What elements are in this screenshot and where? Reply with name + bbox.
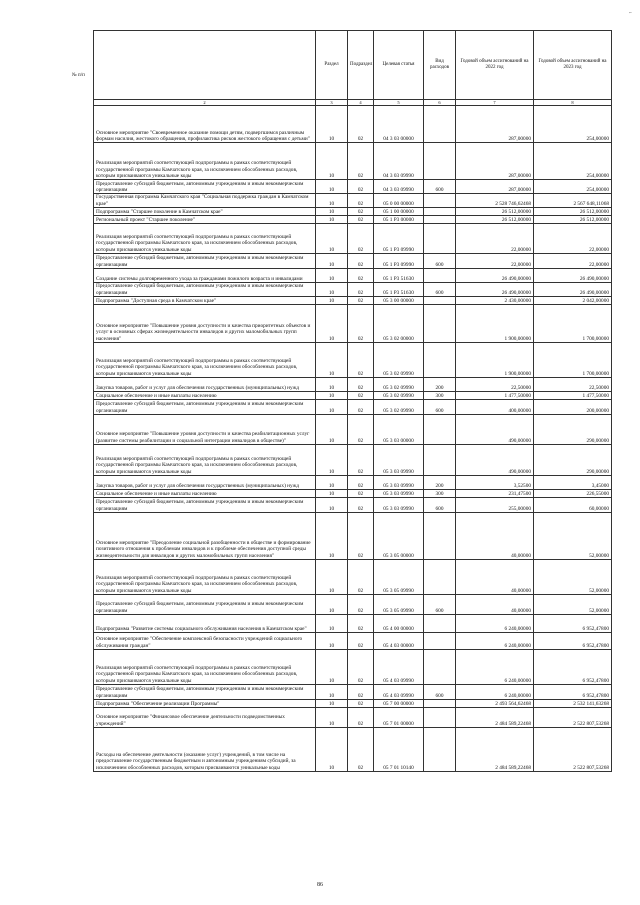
row-cs: 05 4 00 00000 xyxy=(374,615,424,633)
row-y2022: 287,00000 xyxy=(456,106,534,143)
row-name: Создание системы долговременного ухода за гражданами пожилого возраста и инвалидами xyxy=(94,269,316,283)
table-row xyxy=(94,392,612,400)
row-vr xyxy=(424,343,456,378)
header-razdel: Раздел xyxy=(316,31,348,100)
row-y2022: 2 493 564,62468 xyxy=(456,700,534,708)
row-vr xyxy=(424,700,456,708)
header-cs: Целевая статья xyxy=(374,31,424,100)
table-row xyxy=(94,560,612,595)
row-podrazdel: 02 xyxy=(348,498,374,513)
row-vr: 300 xyxy=(424,392,456,400)
row-name: Реализация мероприятий соответствующей подпрограммы в рамках соответствующей государственной программы Камчатского края, за исключением обособленных расходов, которым присваиваются уникальные коды xyxy=(94,560,316,595)
row-vr xyxy=(424,194,456,208)
row-cs: 05 1 P3 51630 xyxy=(374,283,424,297)
row-podrazdel: 02 xyxy=(348,490,374,498)
row-podrazdel: 02 xyxy=(348,305,374,343)
row-podrazdel: 02 xyxy=(348,476,374,490)
row-cs: 05 7 01 00000 xyxy=(374,708,424,728)
row-podrazdel: 02 xyxy=(348,615,374,633)
row-y2023: 1 477,50000 xyxy=(534,392,612,400)
row-vr: 600 xyxy=(424,254,456,269)
row-razdel: 10 xyxy=(316,305,348,343)
row-name: Реализация мероприятий соответствующей подпрограммы в рамках соответствующей государственной программы Камчатского края, за исключением обособленных расходов, которым присваиваются уникальные коды xyxy=(94,224,316,254)
row-y2022: 22,50000 xyxy=(456,378,534,392)
table-row xyxy=(94,708,612,728)
row-y2022: 287,00000 xyxy=(456,180,534,194)
row-cs: 05 1 00 00000 xyxy=(374,208,424,216)
row-y2022: 1 900,00000 xyxy=(456,343,534,378)
row-cs: 05 3 02 09990 xyxy=(374,378,424,392)
row-cs: 05 7 00 00000 xyxy=(374,700,424,708)
table-row xyxy=(94,194,612,208)
row-y2023: 200,00000 xyxy=(534,400,612,415)
row-cs: 05 3 02 09990 xyxy=(374,400,424,415)
row-razdel: 10 xyxy=(316,513,348,560)
row-vr xyxy=(424,445,456,476)
row-podrazdel: 02 xyxy=(348,650,374,685)
row-y2022: 6 240,00000 xyxy=(456,633,534,650)
header-num: № п/п xyxy=(72,73,85,78)
row-y2023: 254,00000 xyxy=(534,143,612,180)
col-num-4: 4 xyxy=(348,100,374,106)
row-podrazdel: 02 xyxy=(348,392,374,400)
row-name: Реализация мероприятий соответствующей подпрограммы в рамках соответствующей государственной программы Камчатского края, за исключением обособленных расходов, которым присваиваются уникальные коды xyxy=(94,445,316,476)
row-y2022: 1 900,00000 xyxy=(456,305,534,343)
table-row xyxy=(94,415,612,445)
row-podrazdel: 02 xyxy=(348,685,374,700)
row-y2022: 490,00000 xyxy=(456,445,534,476)
row-name: Основное мероприятие "Финансовое обеспечение деятельности подведомственных учреждений" xyxy=(94,708,316,728)
row-razdel: 10 xyxy=(316,445,348,476)
row-y2022: 22,00000 xyxy=(456,254,534,269)
row-podrazdel: 02 xyxy=(348,445,374,476)
row-podrazdel: 02 xyxy=(348,400,374,415)
row-y2022: 2 430,00000 xyxy=(456,297,534,305)
row-vr: 600 xyxy=(424,595,456,615)
row-y2022: 26 512,00000 xyxy=(456,216,534,224)
row-razdel: 10 xyxy=(316,378,348,392)
table-header-row xyxy=(94,31,612,100)
row-y2023: 2 042,00000 xyxy=(534,297,612,305)
row-name: Предоставление субсидий бюджетным, автономным учреждениям и иным некоммерческим организациям xyxy=(94,254,316,269)
row-vr xyxy=(424,728,456,772)
table-row xyxy=(94,615,612,633)
row-name: Предоставление субсидий бюджетным, автономным учреждениям и иным некоммерческим организациям xyxy=(94,595,316,615)
row-podrazdel: 02 xyxy=(348,708,374,728)
row-y2022: 2 484 589,22468 xyxy=(456,708,534,728)
row-podrazdel: 02 xyxy=(348,595,374,615)
row-y2023: 52,00000 xyxy=(534,560,612,595)
row-razdel: 10 xyxy=(316,143,348,180)
row-y2023: 26 490,00000 xyxy=(534,283,612,297)
row-cs: 05 1 P3 51630 xyxy=(374,269,424,283)
row-razdel: 10 xyxy=(316,560,348,595)
row-vr: 200 xyxy=(424,476,456,490)
row-y2022: 40,00000 xyxy=(456,513,534,560)
row-y2022: 490,00000 xyxy=(456,415,534,445)
row-razdel: 10 xyxy=(316,194,348,208)
row-y2022: 255,00000 xyxy=(456,498,534,513)
row-cs: 05 3 00 00000 xyxy=(374,297,424,305)
table-row xyxy=(94,728,612,772)
table-row xyxy=(94,180,612,194)
row-cs: 05 3 03 00000 xyxy=(374,415,424,445)
row-podrazdel: 02 xyxy=(348,143,374,180)
table-row xyxy=(94,254,612,269)
row-y2022: 26 490,00000 xyxy=(456,269,534,283)
header-podrazdel: Подраздел xyxy=(348,31,374,100)
row-y2023: 60,00000 xyxy=(534,498,612,513)
row-podrazdel: 02 xyxy=(348,343,374,378)
row-y2023: 22,50000 xyxy=(534,378,612,392)
row-razdel: 10 xyxy=(316,400,348,415)
row-razdel: 10 xyxy=(316,180,348,194)
row-name: Предоставление субсидий бюджетным, автономным учреждениям и иным некоммерческим организациям xyxy=(94,498,316,513)
row-y2022: 22,00000 xyxy=(456,224,534,254)
row-cs: 05 4 03 00000 xyxy=(374,633,424,650)
table-row xyxy=(94,269,612,283)
row-cs: 05 1 P3 09990 xyxy=(374,224,424,254)
row-razdel: 10 xyxy=(316,208,348,216)
row-cs: 05 3 02 09990 xyxy=(374,343,424,378)
row-vr xyxy=(424,708,456,728)
page-corner-mark: ı xyxy=(627,12,632,14)
row-y2022: 1 477,50000 xyxy=(456,392,534,400)
row-y2023: 290,00000 xyxy=(534,445,612,476)
table-row xyxy=(94,513,612,560)
row-vr xyxy=(424,615,456,633)
row-razdel: 10 xyxy=(316,415,348,445)
row-name: Расходы на обеспечение деятельности (оказание услуг) учреждений, в том числе на предоставление государственным бюджетным и автономным учреждениям субсидий, за исключением обособленных расходов, которым присваиваются уникальные коды xyxy=(94,728,316,772)
row-y2023: 22,00000 xyxy=(534,224,612,254)
row-y2023: 1 700,00000 xyxy=(534,305,612,343)
row-name: Подпрограмма "Развитие системы социального обслуживания населения в Камчатском крае" xyxy=(94,615,316,633)
row-podrazdel: 02 xyxy=(348,216,374,224)
row-vr xyxy=(424,224,456,254)
row-podrazdel: 02 xyxy=(348,254,374,269)
row-podrazdel: 02 xyxy=(348,194,374,208)
row-y2023: 6 952,47800 xyxy=(534,633,612,650)
col-num-2: 2 xyxy=(94,100,316,106)
row-y2023: 2 567 648,11068 xyxy=(534,194,612,208)
row-razdel: 10 xyxy=(316,700,348,708)
table-row xyxy=(94,633,612,650)
table-row xyxy=(94,208,612,216)
row-vr xyxy=(424,415,456,445)
row-name: Предоставление субсидий бюджетным, автономным учреждениям и иным некоммерческим организациям xyxy=(94,180,316,194)
table-row xyxy=(94,650,612,685)
col-num-6: 6 xyxy=(424,100,456,106)
col-num-7: 7 xyxy=(456,100,534,106)
row-podrazdel: 02 xyxy=(348,700,374,708)
row-razdel: 10 xyxy=(316,595,348,615)
table-row xyxy=(94,595,612,615)
row-y2023: 3,45000 xyxy=(534,476,612,490)
row-razdel: 10 xyxy=(316,650,348,685)
row-podrazdel: 02 xyxy=(348,224,374,254)
row-razdel: 10 xyxy=(316,392,348,400)
row-vr xyxy=(424,560,456,595)
row-y2022: 40,00000 xyxy=(456,560,534,595)
row-podrazdel: 02 xyxy=(348,208,374,216)
row-cs: 05 0 00 00000 xyxy=(374,194,424,208)
row-podrazdel: 02 xyxy=(348,180,374,194)
row-podrazdel: 02 xyxy=(348,415,374,445)
row-y2023: 254,00000 xyxy=(534,106,612,143)
row-vr xyxy=(424,216,456,224)
row-razdel: 10 xyxy=(316,476,348,490)
table-row xyxy=(94,106,612,143)
row-podrazdel: 02 xyxy=(348,560,374,595)
row-name: Подпрограмма "Старшее поколение в Камчатском крае" xyxy=(94,208,316,216)
row-razdel: 10 xyxy=(316,254,348,269)
col-num-8: 8 xyxy=(534,100,612,106)
table-row xyxy=(94,476,612,490)
row-vr: 200 xyxy=(424,378,456,392)
row-vr: 600 xyxy=(424,400,456,415)
row-razdel: 10 xyxy=(316,224,348,254)
row-name: Подпрограмма "Доступная среда в Камчатском крае" xyxy=(94,297,316,305)
row-podrazdel: 02 xyxy=(348,728,374,772)
table-row xyxy=(94,445,612,476)
row-vr: 600 xyxy=(424,180,456,194)
row-vr xyxy=(424,650,456,685)
row-razdel: 10 xyxy=(316,269,348,283)
row-y2023: 254,00000 xyxy=(534,180,612,194)
row-name: Основное мероприятие "Повышение уровня доступности и качества реабилитационных услуг (развитие системы реабилитации и социальной интеграции инвалидов в обществе)" xyxy=(94,415,316,445)
row-y2023: 26 490,00000 xyxy=(534,269,612,283)
row-y2023: 6 952,47800 xyxy=(534,685,612,700)
row-y2022: 231,47500 xyxy=(456,490,534,498)
row-y2023: 52,00000 xyxy=(534,513,612,560)
row-podrazdel: 02 xyxy=(348,297,374,305)
row-vr xyxy=(424,208,456,216)
row-cs: 05 3 02 00000 xyxy=(374,305,424,343)
row-cs: 05 4 03 09990 xyxy=(374,650,424,685)
row-vr: 600 xyxy=(424,685,456,700)
row-y2023: 226,55000 xyxy=(534,490,612,498)
row-razdel: 10 xyxy=(316,106,348,143)
row-y2023: 1 700,00000 xyxy=(534,343,612,378)
row-vr: 600 xyxy=(424,283,456,297)
row-podrazdel: 02 xyxy=(348,269,374,283)
row-razdel: 10 xyxy=(316,297,348,305)
row-podrazdel: 02 xyxy=(348,106,374,143)
table-row xyxy=(94,305,612,343)
row-cs: 05 3 03 09990 xyxy=(374,445,424,476)
row-y2022: 26 490,00000 xyxy=(456,283,534,297)
row-razdel: 10 xyxy=(316,685,348,700)
row-cs: 05 3 03 09990 xyxy=(374,498,424,513)
row-y2023: 52,00000 xyxy=(534,595,612,615)
row-podrazdel: 02 xyxy=(348,633,374,650)
row-y2022: 2 528 746,62468 xyxy=(456,194,534,208)
row-razdel: 10 xyxy=(316,283,348,297)
row-razdel: 10 xyxy=(316,708,348,728)
row-cs: 05 3 05 00000 xyxy=(374,513,424,560)
budget-table xyxy=(93,30,612,772)
row-cs: 05 3 05 09990 xyxy=(374,595,424,615)
table-row xyxy=(94,700,612,708)
row-name: Региональный проект "Старшее поколение" xyxy=(94,216,316,224)
table-row xyxy=(94,297,612,305)
row-name: Предоставление субсидий бюджетным, автономным учреждениям и иным некоммерческим организациям xyxy=(94,685,316,700)
row-razdel: 10 xyxy=(316,615,348,633)
col-num-5: 5 xyxy=(374,100,424,106)
row-cs: 05 1 P3 09990 xyxy=(374,254,424,269)
row-vr: 300 xyxy=(424,490,456,498)
row-y2023: 6 952,47800 xyxy=(534,650,612,685)
row-name: Реализация мероприятий соответствующей подпрограммы в рамках соответствующей государственной программы Камчатского края, за исключением обособленных расходов, которым присваиваются уникальные коды xyxy=(94,650,316,685)
row-y2022: 400,00000 xyxy=(456,400,534,415)
row-name: Основное мероприятие "Повышение уровня доступности и качества приоритетных объектов и услуг в основных сферах жизнедеятельности инвалидов и других маломобильных групп населения" xyxy=(94,305,316,343)
row-name: Закупка товаров, работ и услуг для обеспечения государственных (муниципальных) нужд xyxy=(94,476,316,490)
row-name: Закупка товаров, работ и услуг для обеспечения государственных (муниципальных) нужд xyxy=(94,378,316,392)
header-y2022: Годовой объем ассигнований на 2022 год xyxy=(456,31,534,100)
table-row xyxy=(94,490,612,498)
row-y2022: 6 240,00000 xyxy=(456,615,534,633)
table-row xyxy=(94,685,612,700)
row-razdel: 10 xyxy=(316,490,348,498)
row-name: Основное мероприятие "Своевременное оказание помощи детям, подвергшимся различным формам насилия, жестокого обращения, профилактика рисков жестокого обращения с детьми" xyxy=(94,106,316,143)
row-razdel: 10 xyxy=(316,728,348,772)
row-razdel: 10 xyxy=(316,216,348,224)
row-name: Основное мероприятие "Преодоление социальной разобщенности в обществе и формирование позитивного отношения к проблемам инвалидов и к проблеме обеспечения доступной среды жизнедеятельности для инвалидов и других маломобильных групп населения" xyxy=(94,513,316,560)
row-y2022: 6 240,00000 xyxy=(456,650,534,685)
table-body xyxy=(94,106,612,772)
row-cs: 05 3 03 09990 xyxy=(374,490,424,498)
table-row xyxy=(94,343,612,378)
header-name xyxy=(94,31,316,100)
row-name: Реализация мероприятий соответствующей подпрограммы в рамках соответствующей государственной программы Камчатского края, за исключением обособленных расходов, которым присваиваются уникальные коды xyxy=(94,143,316,180)
row-y2022: 2 484 589,22468 xyxy=(456,728,534,772)
row-cs: 05 3 03 09990 xyxy=(374,476,424,490)
row-cs: 04 3 03 00000 xyxy=(374,106,424,143)
row-vr xyxy=(424,297,456,305)
row-podrazdel: 02 xyxy=(348,378,374,392)
table-row xyxy=(94,216,612,224)
header-y2023: Годовой объем ассигнований на 2023 год xyxy=(534,31,612,100)
row-name: Предоставление субсидий бюджетным, автономным учреждениям и иным некоммерческим организациям xyxy=(94,283,316,297)
row-vr xyxy=(424,633,456,650)
row-cs: 05 4 03 09990 xyxy=(374,685,424,700)
row-vr xyxy=(424,143,456,180)
row-y2022: 26 512,00000 xyxy=(456,208,534,216)
row-name: Социальное обеспечение и иные выплаты населению xyxy=(94,392,316,400)
row-name: Государственная программа Камчатского края "Социальная поддержка граждан в Камчатском крае" xyxy=(94,194,316,208)
row-y2023: 26 512,00000 xyxy=(534,216,612,224)
row-cs: 05 3 02 09990 xyxy=(374,392,424,400)
row-cs: 05 7 01 10140 xyxy=(374,728,424,772)
row-y2023: 6 952,47800 xyxy=(534,615,612,633)
row-name: Основное мероприятие "Обеспечение комплексной безопасности учреждений социального обслуживания граждан" xyxy=(94,633,316,650)
table-row xyxy=(94,400,612,415)
row-name: Подпрограмма "Обеспечение реализации Программы" xyxy=(94,700,316,708)
row-vr xyxy=(424,269,456,283)
table-row xyxy=(94,143,612,180)
row-razdel: 10 xyxy=(316,498,348,513)
col-num-3: 3 xyxy=(316,100,348,106)
row-name: Социальное обеспечение и иные выплаты населению xyxy=(94,490,316,498)
row-cs: 05 3 05 09990 xyxy=(374,560,424,595)
row-razdel: 10 xyxy=(316,343,348,378)
row-y2022: 40,00000 xyxy=(456,595,534,615)
row-y2023: 2 532 141,63268 xyxy=(534,700,612,708)
row-podrazdel: 02 xyxy=(348,513,374,560)
row-cs: 04 3 03 09990 xyxy=(374,143,424,180)
row-y2023: 26 512,00000 xyxy=(534,208,612,216)
table-row xyxy=(94,498,612,513)
row-vr xyxy=(424,305,456,343)
row-y2022: 3,52500 xyxy=(456,476,534,490)
row-razdel: 10 xyxy=(316,633,348,650)
table-row xyxy=(94,224,612,254)
row-y2023: 2 522 807,53268 xyxy=(534,708,612,728)
row-y2023: 22,00000 xyxy=(534,254,612,269)
table-row xyxy=(94,283,612,297)
row-cs: 05 1 P3 00000 xyxy=(374,216,424,224)
row-name: Реализация мероприятий соответствующей подпрограммы в рамках соответствующей государственной программы Камчатского края, за исключением обособленных расходов, которым присваиваются уникальные коды xyxy=(94,343,316,378)
row-y2022: 6 240,00000 xyxy=(456,685,534,700)
row-vr xyxy=(424,106,456,143)
row-vr xyxy=(424,513,456,560)
row-y2022: 287,00000 xyxy=(456,143,534,180)
header-vr: Вид расходов xyxy=(424,31,456,100)
row-cs: 04 3 03 09990 xyxy=(374,180,424,194)
row-podrazdel: 02 xyxy=(348,283,374,297)
row-y2023: 2 522 807,53268 xyxy=(534,728,612,772)
row-name: Предоставление субсидий бюджетным, автономным учреждениям и иным некоммерческим организациям xyxy=(94,400,316,415)
row-y2023: 290,00000 xyxy=(534,415,612,445)
row-vr: 600 xyxy=(424,498,456,513)
page-number: 86 xyxy=(317,882,323,888)
table-row xyxy=(94,378,612,392)
